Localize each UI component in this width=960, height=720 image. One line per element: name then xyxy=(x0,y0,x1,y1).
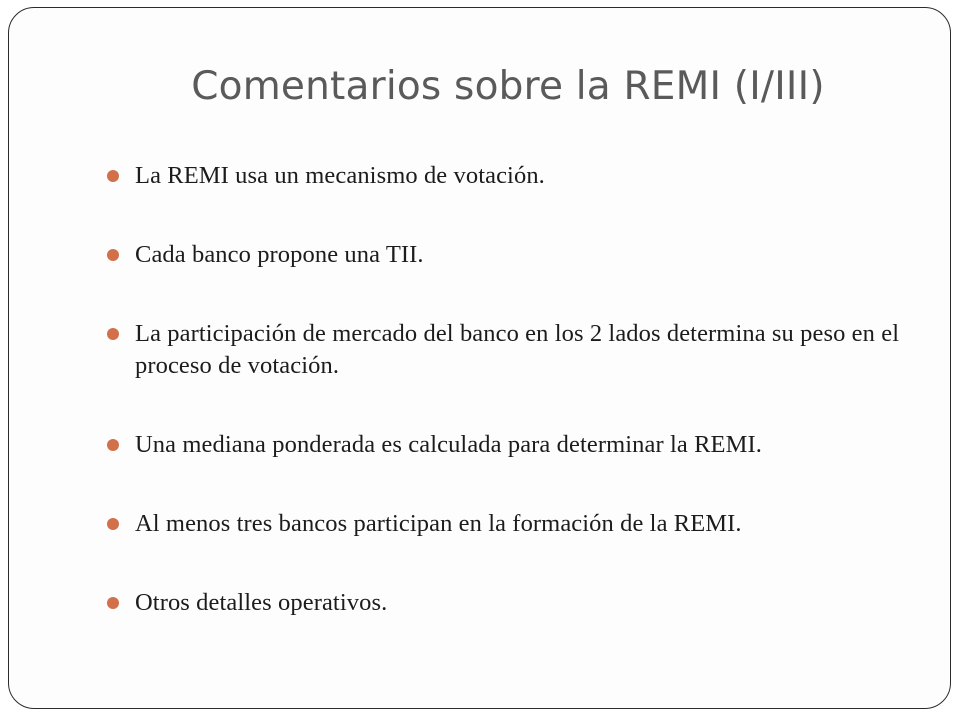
slide-title: Comentarios sobre la REMI (I/III) xyxy=(191,64,825,109)
bullet-list xyxy=(107,160,937,666)
bullet-item xyxy=(107,160,937,192)
bullet-text: Al menos tres bancos participan en la formación de la REMI. xyxy=(135,510,742,537)
bullet-dot-icon xyxy=(107,439,119,451)
bullet-dot-icon xyxy=(107,170,119,182)
bullet-dot-icon xyxy=(107,328,119,340)
bullet-item xyxy=(107,587,937,619)
bullet-dot-icon xyxy=(107,597,119,609)
bullet-dot-icon xyxy=(107,518,119,530)
bullet-dot-icon xyxy=(107,249,119,261)
bullet-text: La REMI usa un mecanismo de votación. xyxy=(135,162,545,189)
bullet-item xyxy=(107,318,937,382)
bullet-text: Cada banco propone una TII. xyxy=(135,241,424,268)
bullet-item xyxy=(107,239,937,271)
bullet-item xyxy=(107,508,937,540)
bullet-text: Una mediana ponderada es calculada para determinar la REMI. xyxy=(135,431,762,458)
bullet-text: La participación de mercado del banco en los 2 lados determina su peso en el proceso de votación. xyxy=(135,320,900,379)
bullet-text: Otros detalles operativos. xyxy=(135,589,388,616)
bullet-item xyxy=(107,429,937,461)
